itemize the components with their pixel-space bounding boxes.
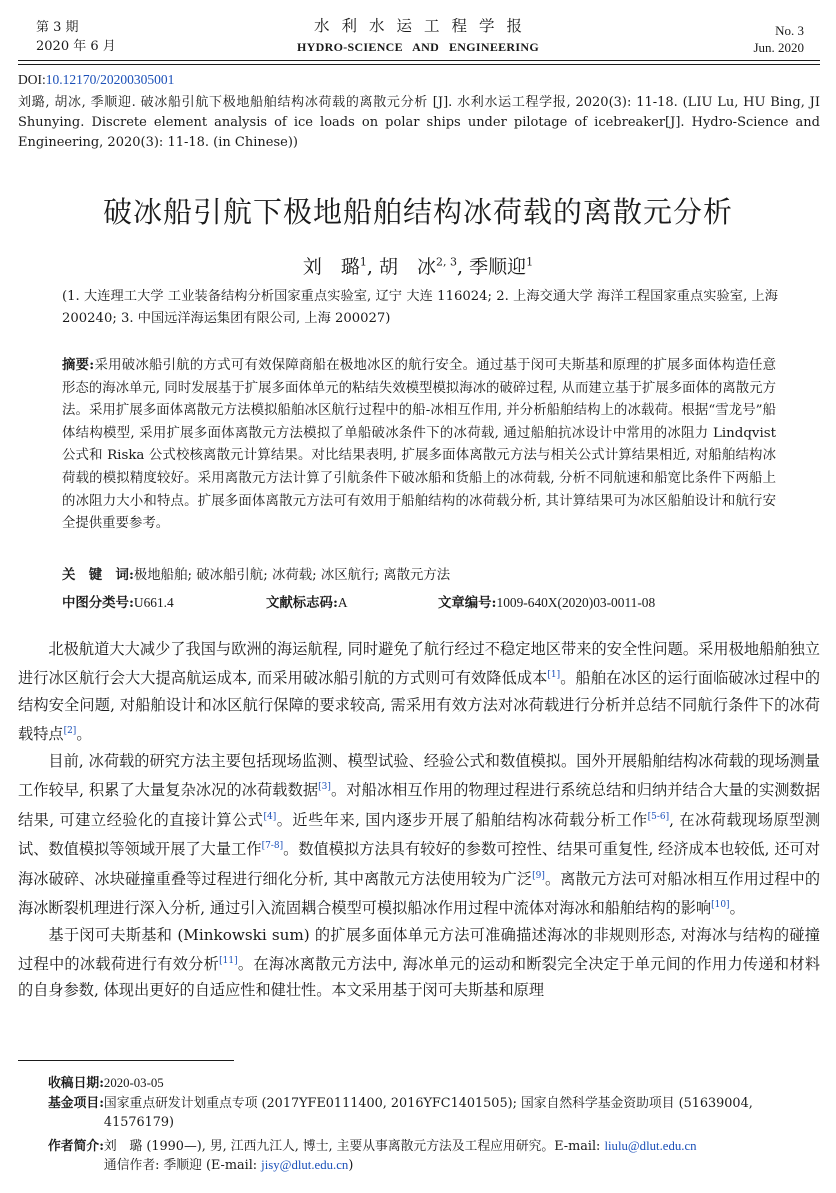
citation: 刘璐, 胡冰, 季顺迎. 破冰船引航下极地船舶结构冰荷载的离散元分析 [J]. 水利水运工程学报, 2020(3): 11-18. (LIU Lu, HU Bing, JI Shunying. Discrete element analysis of ice loads on polar ships under pilotage of icebreaker[J]. Hydro-Science and Engineering, 2020(3): 11-18. (in Chinese)): [18, 95, 820, 150]
article-no-item: [438, 592, 655, 611]
date-cn: 2020 年 6 月: [36, 39, 116, 54]
doc-code-item: [266, 592, 438, 611]
paragraph-text: 目前, 冰荷载的研究方法主要包括现场监测、模型试验、经验公式和数值模拟。国外开展船舶结构冰荷载的现场测量工作较早, 积累了大量复杂冰况的冰荷载数据: [18, 751, 820, 800]
paragraph-text: 。数值模拟方法具有较好的参数可控性、结果可重复性, 经济成本也较低, 还可对海冰破碎、冰块碰撞重叠等过程进行细化分析, 其中离散元方法使用较为广泛: [18, 840, 821, 888]
header-rule-thick: [18, 60, 820, 61]
received-row: [48, 1074, 822, 1094]
paragraph-text: 。对船冰相互作用的物理过程进行系统总结和归纳并结合大量的实测数据结果, 可建立经验化的直接计算公式: [18, 781, 821, 829]
received-value: 2020-03-05: [103, 1076, 164, 1090]
received-label: 收稿日期:: [48, 1076, 104, 1091]
doi-prefix: DOI:: [18, 72, 46, 87]
paragraph-text: 。近些年来, 国内逐步开展了船舶结构冰荷载分析工作: [276, 810, 648, 829]
citation-ref[interactable]: [10]: [711, 900, 730, 911]
affiliations: (1. 大连理工大学 工业装备结构分析国家重点实验室, 辽宁 大连 116024; 2. 上海交通大学 海洋工程国家重点实验室, 上海 200240; 3. 中国远洋海运集团有限公司, 上海 200027): [62, 289, 778, 326]
issue-cn: 第 3 期: [36, 20, 79, 35]
author-name: 刘 璐: [302, 256, 360, 278]
citation-ref[interactable]: [4]: [263, 811, 277, 822]
header-rule-thin: [18, 64, 820, 65]
author-bio: [104, 1137, 822, 1176]
body-paragraph-1: [18, 636, 820, 748]
journal-name-cn: 水利水运工程学报: [313, 17, 534, 35]
corresponding-text: 通信作者: 季顺迎 (E-mail:: [103, 1158, 262, 1173]
corresponding-email-link[interactable]: jisy@dlut.edu.cn: [261, 1158, 349, 1172]
abstract: [62, 354, 776, 536]
body-text: [18, 636, 820, 1004]
paragraph-text: 。: [76, 725, 92, 744]
paragraph-text: 北极航道大大减少了我国与欧洲的海运航程, 同时避免了航行经过不稳定地区带来的安全性问题。采用极地船舶独立进行冰区航行会大大提高航运成本, 而采用破冰船引航的方式则可有效降低成本: [18, 640, 820, 688]
clc-item: [62, 592, 266, 611]
fund-label: 基金项目:: [48, 1095, 104, 1111]
paragraph-text: 。离散元方法可对船冰相互作用过程中的海冰断裂机理进行深入分析, 通过引入流固耦合模型可模拟船冰作用过程中流体对海冰和船舶结构的影响: [18, 869, 821, 918]
journal-masthead: [0, 14, 836, 55]
doi-line: [18, 72, 174, 88]
abstract-label: 摘要:: [62, 357, 95, 373]
citation-ref[interactable]: [3]: [318, 782, 331, 793]
author-affil-mark: 1: [359, 255, 367, 269]
citation-ref[interactable]: [5-6]: [647, 811, 670, 822]
body-paragraph-3: [18, 922, 820, 1004]
paragraph-text: 基于闵可夫斯基和 (Minkowski sum) 的扩展多面体单元方法可准确描述海冰的非规则形态, 对海冰与结构的碰撞过程中的冰载荷进行有效分析: [18, 925, 820, 973]
paragraph-text: 。船舶在冰区的运行面临破冰过程中的结构安全问题, 对船舶设计和冰区航行保障的要求较高, 需采用有效方法对冰荷载进行分析并总结不同航行条件下的冰荷载特点: [18, 669, 821, 744]
author-separator: ,: [457, 256, 470, 278]
footnote: [48, 1074, 822, 1176]
fund-value: 国家重点研发计划重点专项 (2017YFE0111400, 2016YFC1401505); 国家自然科学基金资助项目 (51639004, 41576179): [103, 1095, 753, 1130]
author-list: [0, 252, 836, 279]
header-issue-en: [753, 22, 804, 56]
doi-link[interactable]: 10.12170/20200305001: [45, 72, 175, 87]
author-affil-mark: 2, 3: [436, 255, 457, 269]
paper-title: 破冰船引航下极地船舶结构冰荷载的离散元分析: [102, 195, 733, 229]
classification-line: [62, 592, 776, 611]
keywords-text: 极地船舶; 破冰船引航; 冰荷载; 冰区航行; 离散元方法: [133, 568, 451, 583]
fund-row: [48, 1094, 822, 1133]
abstract-text: 采用破冰船引航的方式可有效保障商船在极地冰区的航行安全。通过基于闵可夫斯基和原理的扩展多面体构造任意形态的海冰单元, 同时发展基于扩展多面体单元的粘结失效模型模拟海冰的破碎过程, 从而建立基于扩展多面体的离散元方法。采用扩展多面体离散元方法模拟船舶冰区航行过程中的船-冰相互作用, 并分析船舶结构上的冰载荷。根据“雪龙号”船体结构模型, 采用扩展多面体离散元方法模拟了单船破冰条件下的冰荷载, 通过船舶抗冰设计中常用的冰阻力 Lindqvist 公式和 Riska 公式校核离散元计算结果。对比结果表明, 扩展多面体离散元方法与相关公式计算结果相近, 对船舶结构冰荷载的模拟精度较好。采用离散元方法计算了引航条件下破冰船和货船上的冰荷载, 分析不同航速和船宽比条件下两船上的冰阻力大小和特点。扩展多面体离散元方法可有效用于船舶结构的冰荷载分析, 其计算结果可为冰区船舶设计和航行安全提供重要参考。: [62, 358, 776, 532]
clc-label: 中图分类号:: [62, 595, 134, 611]
corresponding-close: ): [348, 1158, 354, 1173]
keywords: [62, 564, 450, 583]
doc-code-value: A: [337, 595, 348, 610]
author-bio-label: 作者简介:: [48, 1138, 104, 1154]
author-email-link[interactable]: liulu@dlut.edu.cn: [604, 1138, 697, 1153]
author-bio-text: 刘 璐 (1990—), 男, 江西九江人, 博士, 主要从事离散元方法及工程应用研究。E-mail:: [103, 1138, 605, 1154]
citation-ref[interactable]: [9]: [532, 870, 545, 881]
citation-ref[interactable]: [11]: [219, 955, 238, 966]
article-no-value: 1009-640X(2020)03-0011-08: [496, 595, 656, 610]
paragraph-text: , 在冰荷载现场原型测试、数值模拟等领域开展了大量工作: [18, 810, 821, 859]
date-en: Jun. 2020: [753, 40, 804, 55]
citation-ref[interactable]: [7-8]: [261, 841, 284, 852]
author-row: [48, 1137, 822, 1176]
citation-ref[interactable]: [1]: [547, 670, 561, 681]
paragraph-text: 。在海冰离散元方法中, 海冰单元的运动和断裂完全决定于单元间的作用力传递和材料的自身参数, 体现出更好的自适应性和健壮性。本文采用基于闵可夫斯基和原理: [18, 954, 821, 1000]
article-no-label: 文章编号:: [438, 595, 497, 611]
body-paragraph-2: [18, 748, 820, 922]
author-affil-mark: 1: [526, 255, 534, 269]
citation-ref[interactable]: [2]: [63, 726, 77, 737]
author-separator: ,: [366, 256, 379, 278]
author-name: 季顺迎: [469, 256, 527, 278]
journal-name-en: HYDRO-SCIENCE AND ENGINEERING: [297, 40, 539, 54]
keywords-label: 关 键 词:: [62, 567, 134, 583]
footnote-rule: [18, 1060, 234, 1061]
paragraph-text: 。: [729, 899, 745, 918]
clc-value: U661.4: [133, 595, 174, 610]
issue-en: No. 3: [775, 23, 804, 38]
author-name: 胡 冰: [378, 256, 436, 278]
doc-code-label: 文献标志码:: [266, 595, 338, 611]
